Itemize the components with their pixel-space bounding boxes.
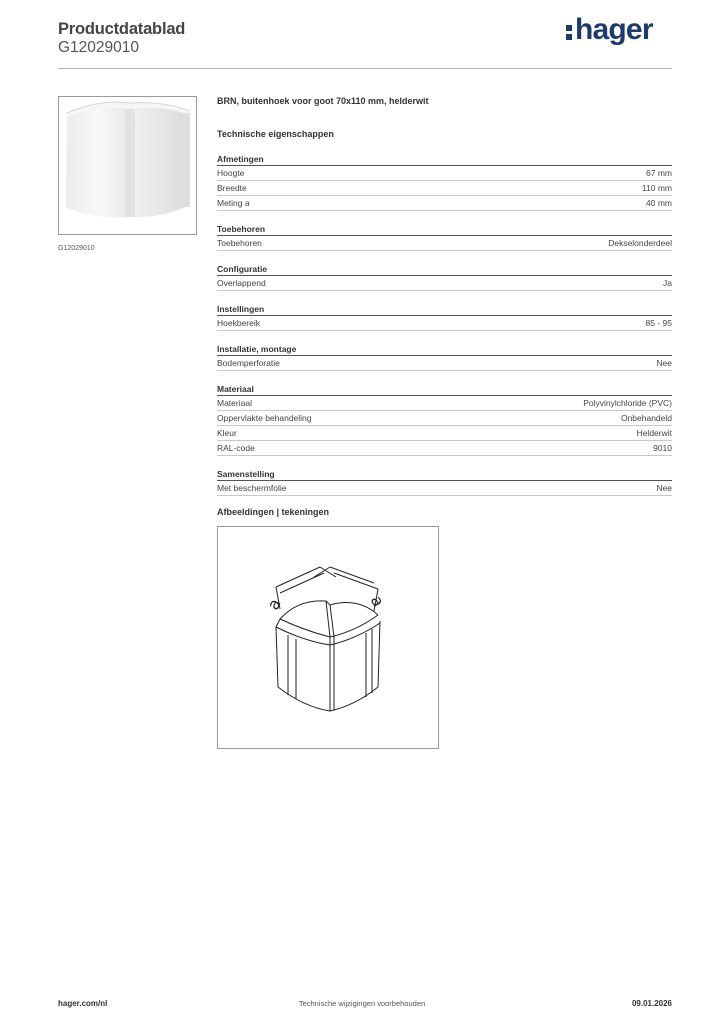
tech-heading: Technische eigenschappen [217, 129, 334, 139]
product-photo-image [59, 97, 196, 234]
spec-value: Nee [656, 483, 672, 493]
spec-row [217, 426, 672, 441]
spec-label: Oppervlakte behandeling [217, 413, 312, 423]
spec-value: Nee [656, 358, 672, 368]
product-photo [58, 96, 197, 235]
spec-row [217, 316, 672, 331]
dimension-label-left: a [263, 595, 285, 613]
spec-value: 67 mm [646, 168, 672, 178]
section-afmetingen [217, 153, 672, 211]
section-installatie [217, 343, 672, 371]
section-title: Materiaal [217, 383, 672, 396]
section-samenstelling [217, 468, 672, 496]
section-title: Installatie, montage [217, 343, 672, 356]
dimension-label-right: a [366, 592, 389, 610]
spec-row [217, 481, 672, 496]
spec-value: 85 - 95 [645, 318, 672, 328]
spec-row [217, 276, 672, 291]
spec-value: Polyvinylchloride (PVC) [583, 398, 672, 408]
spec-value: Ja [663, 278, 672, 288]
section-toebehoren [217, 223, 672, 251]
section-configuratie [217, 263, 672, 291]
drawings-heading: Afbeeldingen | tekeningen [217, 507, 330, 517]
spec-label: Materiaal [217, 398, 252, 408]
section-instellingen [217, 303, 672, 331]
spec-value: 110 mm [641, 183, 672, 193]
photo-caption: G12029010 [58, 245, 95, 252]
section-materiaal [217, 383, 672, 456]
logo-dots-icon [566, 25, 574, 43]
spec-label: Meting a [217, 198, 250, 208]
spec-content [217, 96, 672, 496]
footer-date: 09.01.2026 [631, 999, 672, 1008]
spec-label: Breedte [217, 183, 247, 193]
technical-drawing [217, 526, 439, 749]
section-title: Afmetingen [217, 153, 672, 166]
spec-value: 40 mm [646, 198, 672, 208]
spec-label: Hoogte [217, 168, 245, 178]
page-title: Productdatablad [58, 20, 186, 38]
spec-row [217, 236, 672, 251]
technical-drawing-image [218, 527, 438, 748]
section-title: Toebehoren [217, 223, 672, 236]
spec-row [217, 181, 672, 196]
spec-label: RAL-code [217, 443, 255, 453]
product-code: G12029010 [58, 39, 140, 56]
spec-row [217, 441, 672, 456]
spec-label: Toebehoren [217, 238, 262, 248]
spec-row [217, 356, 672, 371]
spec-row [217, 396, 672, 411]
spec-value: 9010 [653, 443, 672, 453]
section-title: Instellingen [217, 303, 672, 316]
footer-notice: Technische wijzigingen voorbehouden [298, 999, 426, 1008]
product-title: BRN, buitenhoek voor goot 70x110 mm, helderwit [217, 96, 429, 106]
spec-label: Bodemperforatie [217, 358, 280, 368]
spec-label: Hoekbereik [217, 318, 260, 328]
spec-value: Dekselonderdeel [608, 238, 672, 248]
section-title: Samenstelling [217, 468, 672, 481]
spec-label: Met beschermfolie [217, 483, 287, 493]
logo-text: hager [575, 13, 653, 46]
spec-row [217, 411, 672, 426]
spec-value: Helderwit [636, 428, 672, 438]
spec-row [217, 196, 672, 211]
spec-value: Onbehandeld [620, 413, 672, 423]
footer-website-link[interactable]: hager.com/nl [58, 999, 108, 1008]
spec-label: Kleur [217, 428, 237, 438]
section-title: Configuratie [217, 263, 672, 276]
spec-row [217, 166, 672, 181]
spec-label: Overlappend [217, 278, 266, 288]
header-divider [58, 68, 672, 69]
